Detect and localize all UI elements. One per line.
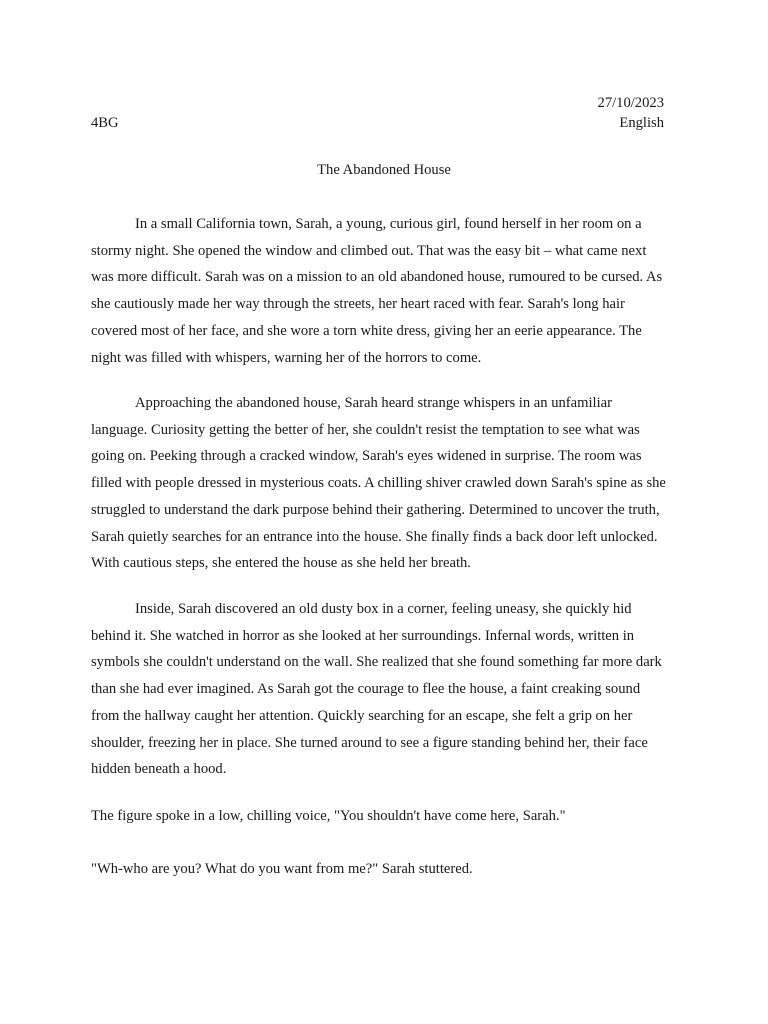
subject: English (619, 115, 664, 131)
header-row (91, 113, 664, 133)
header-date: 27/10/2023 (597, 95, 664, 111)
document-title: The Abandoned House (317, 162, 451, 178)
paragraph-5: "Wh-who are you? What do you want from me?" Sarah stuttered. (91, 861, 473, 877)
paragraph-3: Inside, Sarah discovered an old dusty box in a corner, feeling uneasy, she quickly hid behind it. She watched in horror as she looked at her surroundings. Infernal words, written in symbols she couldn't understand on the wall. She realized that she found something far more dark than she had ever imagined. As Sarah got the courage to flee the house, a faint creaking sound from the hallway caught her attention. Quickly searching for an escape, she felt a grip on her shoulder, freezing her in place. She turned around to see a figure standing behind her, their face hidden beneath a hood. (91, 601, 662, 778)
paragraph-1: In a small California town, Sarah, a young, curious girl, found herself in her room on a stormy night. She opened the window and climbed out. That was the easy bit – what came next was more difficult. Sarah was on a mission to an old abandoned house, rumoured to be cursed. As she cautiously made her way through the streets, her heart raced with fear. Sarah's long hair covered most of her face, and she wore a torn white dress, giving her an eerie appearance. The night was filled with whispers, warning her of the horrors to come. (91, 216, 663, 366)
paragraph-4: The figure spoke in a low, chilling voice, "You shouldn't have come here, Sarah." (91, 808, 566, 824)
paragraph-2: Approaching the abandoned house, Sarah heard strange whispers in an unfamiliar language. Curiosity getting the better of her, she couldn't resist the temptation to see what was going on. Peeking through a cracked window, Sarah's eyes widened in surprise. The room was filled with people dressed in mysterious coats. A chilling shiver crawled down Sarah's spine as she struggled to understand the dark purpose behind their gathering. Determined to uncover the truth, Sarah quietly searches for an entrance into the house. She finally finds a back door left unlocked. With cautious steps, she entered the house as she held her breath. (91, 395, 666, 572)
class-code: 4BG (91, 115, 119, 131)
